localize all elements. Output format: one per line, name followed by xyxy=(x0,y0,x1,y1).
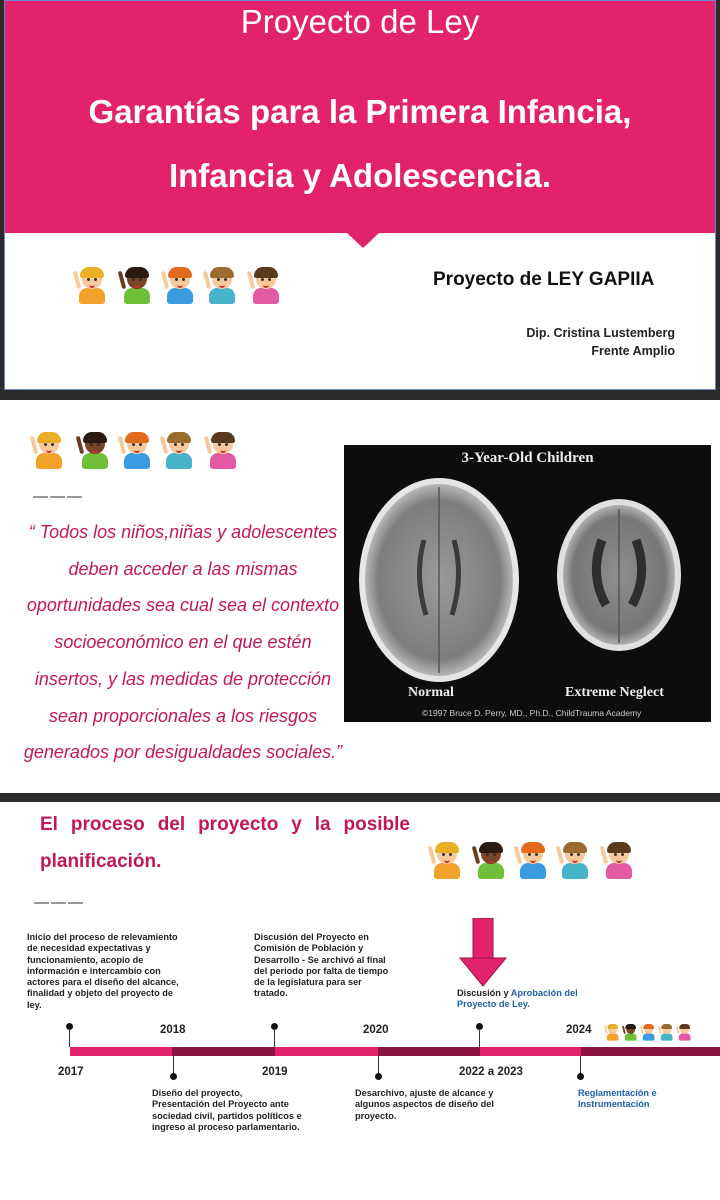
author-party: Frente Amplio xyxy=(591,344,675,358)
title-slide xyxy=(4,0,716,390)
project-name: Proyecto de LEY GAPIIA xyxy=(433,269,655,290)
timeline-segment-2024 xyxy=(581,1047,720,1056)
event-2018-text: Diseño del proyecto, Presentación del Proyecto ante sociedad civil, partidos políticos e ingreso al proceso parlamentario. xyxy=(152,1088,302,1132)
marker-2024 xyxy=(577,1073,584,1080)
label-normal: Normal xyxy=(408,685,454,700)
child-3-icon xyxy=(120,432,154,470)
child-4-icon xyxy=(558,842,592,880)
child-4-icon xyxy=(659,1024,674,1041)
marker-2018 xyxy=(170,1073,177,1080)
child-1-icon xyxy=(75,267,109,305)
divider: ——— xyxy=(33,488,84,505)
children-illustration xyxy=(75,267,295,309)
author-name: Dip. Cristina Lustemberg xyxy=(526,326,675,340)
process-title xyxy=(40,806,410,880)
child-3-icon xyxy=(516,842,550,880)
event-2017-text: Inicio del proceso de relevamiento de necesidad expectativas y funcionamiento, acopio de información e intercambio con actores para el diseño del alcance, finalidad y objeto del proyecto de ley. xyxy=(27,932,179,1010)
timeline-segment-2020 xyxy=(378,1047,480,1056)
quote-slide xyxy=(0,400,720,793)
child-5-icon xyxy=(206,432,240,470)
child-5-icon xyxy=(677,1024,692,1041)
child-2-icon xyxy=(78,432,112,470)
down-arrow-icon xyxy=(458,918,508,988)
child-5-icon xyxy=(602,842,636,880)
timeline-slide xyxy=(0,802,720,1200)
child-2-icon xyxy=(623,1024,638,1041)
process-title-line1: El proceso del proyecto y la posible xyxy=(40,814,410,835)
child-4-icon xyxy=(162,432,196,470)
brain-scans-graphic xyxy=(344,445,711,722)
year-2017: 2017 xyxy=(58,1066,84,1078)
child-2-icon xyxy=(120,267,154,305)
timeline-segment-2018 xyxy=(172,1047,275,1056)
banner-pointer xyxy=(347,233,379,248)
child-3-icon xyxy=(163,267,197,305)
divider: ——— xyxy=(34,894,85,911)
child-1-icon xyxy=(430,842,464,880)
year-2024: 2024 xyxy=(566,1024,592,1036)
child-4-icon xyxy=(205,267,239,305)
main-title-line2: Infancia y Adolescencia. xyxy=(168,157,552,194)
image-title: 3-Year-Old Children xyxy=(461,450,594,466)
year-2022-2023: 2022 a 2023 xyxy=(459,1066,523,1078)
event-2019-text: Discusión del Proyecto en Comisión de Población y Desarrollo - Se archivó al final del periodo por falta de tiempo de la legislatura para ser tratado. xyxy=(254,932,389,999)
year-2019: 2019 xyxy=(262,1066,288,1078)
child-1-icon xyxy=(605,1024,620,1041)
brain-scan-image xyxy=(344,445,711,722)
year-2020: 2020 xyxy=(363,1024,389,1036)
title-banner xyxy=(5,1,715,233)
quote-text: “ Todos los niños,niñas y adolescentes deben acceder a las mismas oportunidades sea cual sea el contexto socioeconómico en el que estén insertos, y las medidas de protección sean proporcionales a los riesgos generados por desigualdades sociales.” xyxy=(23,522,343,763)
child-1-icon xyxy=(32,432,66,470)
child-5-icon xyxy=(249,267,283,305)
year-2018: 2018 xyxy=(160,1024,186,1036)
event-2024-text: Reglamentación e Instrumentación xyxy=(578,1088,657,1110)
children-illustration xyxy=(32,432,252,474)
main-title-line1: Garantías para la Primera Infancia, xyxy=(88,93,632,130)
process-title-line2: planificación. xyxy=(40,851,162,872)
event-2022-text: Discusión y Aprobación del Proyecto de Ley. xyxy=(457,988,578,1010)
event-2020-text: Desarchivo, ajuste de alcance y algunos aspectos de diseño del proyecto. xyxy=(355,1088,494,1121)
pre-title: Proyecto de Ley xyxy=(240,3,480,40)
children-illustration xyxy=(430,842,650,884)
marker-2020 xyxy=(375,1073,382,1080)
label-extreme-neglect: Extreme Neglect xyxy=(565,685,664,700)
child-3-icon xyxy=(641,1024,656,1041)
child-2-icon xyxy=(474,842,508,880)
image-copyright: ©1997 Bruce D. Perry, MD., Ph.D., ChildTrauma Academy xyxy=(422,708,642,718)
children-illustration-small xyxy=(605,1024,646,1033)
